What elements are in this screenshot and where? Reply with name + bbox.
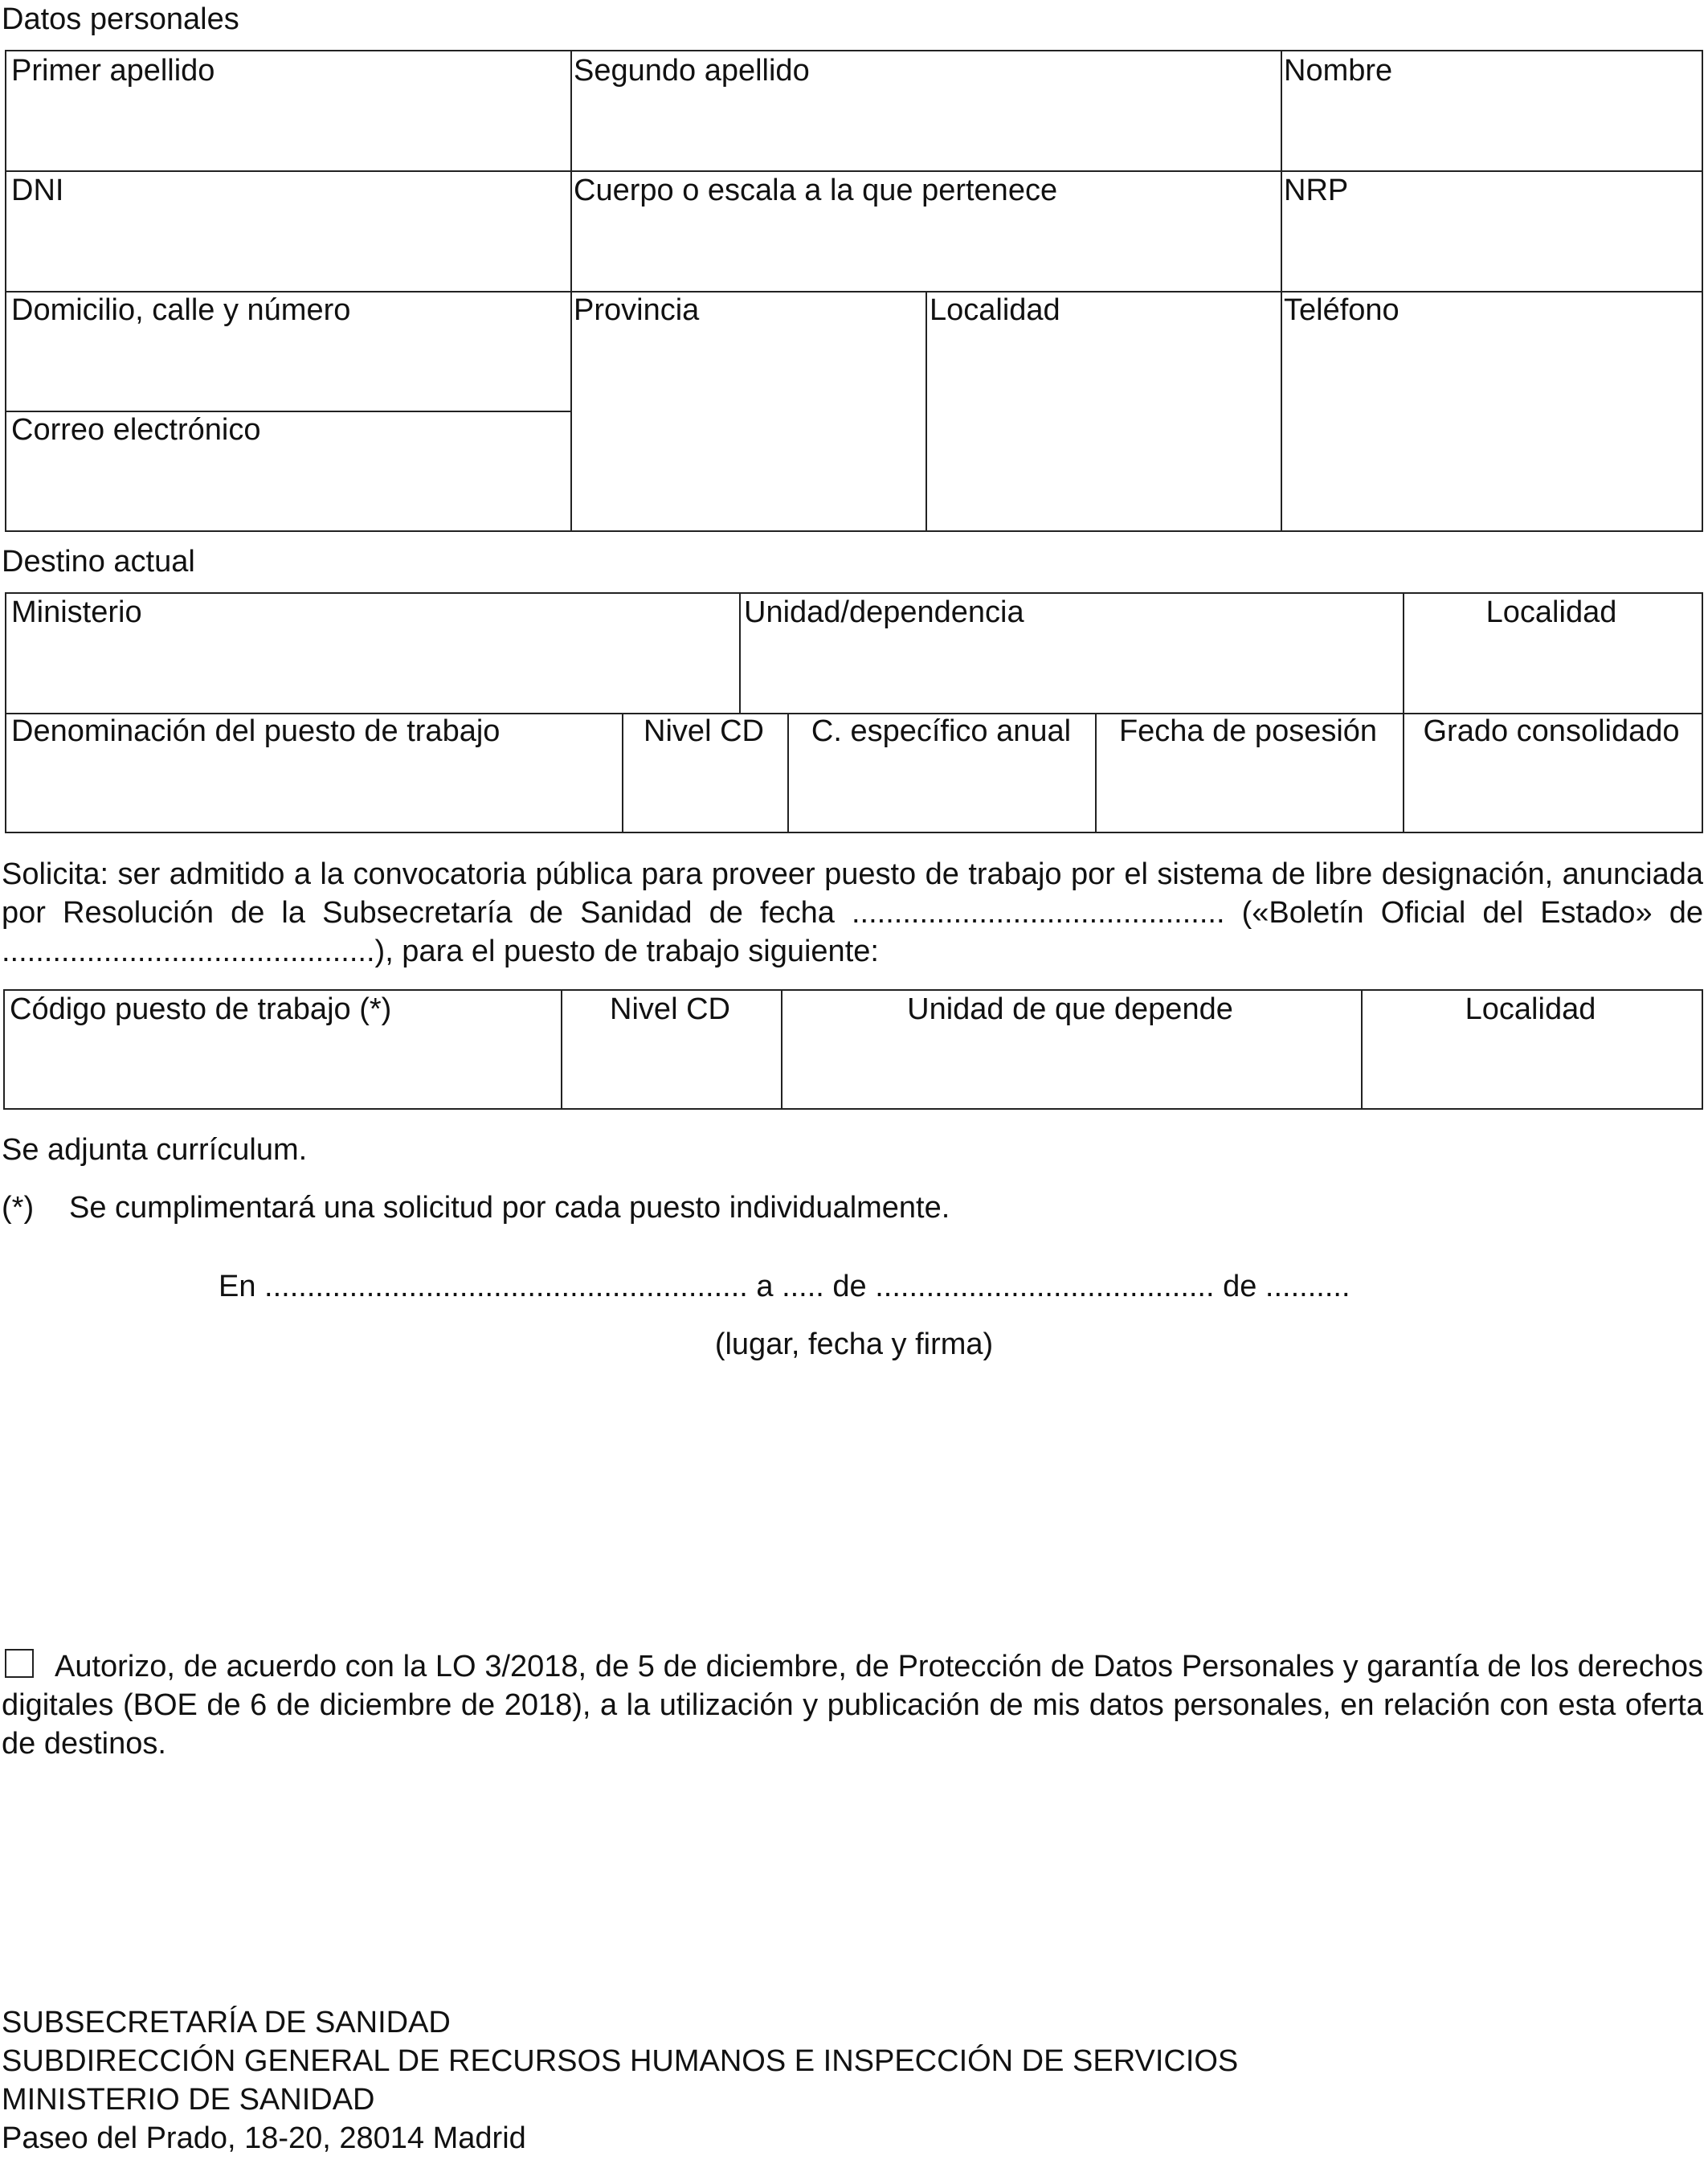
divider: [570, 51, 572, 530]
field-primer-apellido[interactable]: Primer apellido: [11, 54, 215, 88]
field-cuerpo-escala[interactable]: Cuerpo o escala a la que pertenece: [574, 174, 1058, 207]
field-c-especifico-anual[interactable]: C. específico anual: [811, 714, 1072, 748]
personal-data-table: [5, 50, 1703, 532]
divider: [1281, 51, 1282, 530]
footer-ministerio: MINISTERIO DE SANIDAD: [2, 2083, 375, 2117]
field-segundo-apellido[interactable]: Segundo apellido: [574, 54, 810, 88]
footer-subdireccion: SUBDIRECCIÓN GENERAL DE RECURSOS HUMANOS E INSPECCIÓN DE SERVICIOS: [2, 2044, 1239, 2078]
field-unidad-de-que-depende[interactable]: Unidad de que depende: [907, 992, 1233, 1026]
field-destino-localidad[interactable]: Localidad: [1485, 595, 1617, 629]
field-destino-nivel-cd[interactable]: Nivel CD: [644, 714, 764, 748]
footer-address: Paseo del Prado, 18-20, 28014 Madrid: [2, 2121, 526, 2155]
field-fecha-posesion[interactable]: Fecha de posesión: [1118, 714, 1378, 748]
field-localidad[interactable]: Localidad: [930, 293, 1060, 327]
field-telefono[interactable]: Teléfono: [1284, 293, 1399, 327]
field-puesto-localidad[interactable]: Localidad: [1465, 992, 1596, 1026]
consent-paragraph: Autorizo, de acuerdo con la LO 3/2018, de 5 de diciembre, de Protección de Datos Personales y garantía de los derechos digitales (BOE de 6 de diciembre de 2018), a la utilización y publicación de mis datos personales, en relación con esta oferta de destinos.: [2, 1650, 1703, 1761]
field-correo-electronico[interactable]: Correo electrónico: [11, 413, 261, 447]
field-codigo-puesto[interactable]: Código puesto de trabajo (*): [10, 992, 392, 1026]
divider: [739, 594, 741, 713]
solicita-paragraph: Solicita: ser admitido a la convocatoria pública para proveer puesto de trabajo por el sistema de libre designación, anunciada por Resolución de la Subsecretaría de Sanidad de fecha ............................................ («Boletín Oficial del Estado» de ............................................), para el puesto de trabajo siguiente:: [2, 857, 1703, 968]
signature-line[interactable]: En ......................................................... a ..... de ........................................ de ..........: [219, 1270, 1350, 1303]
signature-caption: (lugar, fecha y firma): [714, 1327, 994, 1361]
field-dni[interactable]: DNI: [11, 174, 64, 207]
section-heading-personal: Datos personales: [2, 2, 239, 36]
section-heading-destino: Destino actual: [2, 545, 195, 579]
field-grado-consolidado[interactable]: Grado consolidado: [1423, 714, 1680, 748]
field-denominacion-puesto[interactable]: Denominación del puesto de trabajo: [11, 714, 501, 748]
field-ministerio[interactable]: Ministerio: [11, 595, 142, 629]
field-domicilio[interactable]: Domicilio, calle y número: [11, 293, 351, 327]
curriculum-note: Se adjunta currículum.: [2, 1133, 308, 1167]
footer-subsecretaria: SUBSECRETARÍA DE SANIDAD: [2, 2006, 451, 2039]
field-nrp[interactable]: NRP: [1284, 174, 1349, 207]
field-puesto-nivel-cd[interactable]: Nivel CD: [610, 992, 730, 1026]
field-provincia[interactable]: Provincia: [574, 293, 700, 327]
asterisk-marker: (*): [2, 1191, 35, 1225]
divider: [926, 291, 927, 530]
field-nombre[interactable]: Nombre: [1284, 54, 1393, 88]
field-unidad-dependencia[interactable]: Unidad/dependencia: [744, 595, 1024, 629]
divider: [6, 170, 1702, 172]
asterisk-note: Se cumplimentará una solicitud por cada puesto individualmente.: [69, 1191, 950, 1225]
